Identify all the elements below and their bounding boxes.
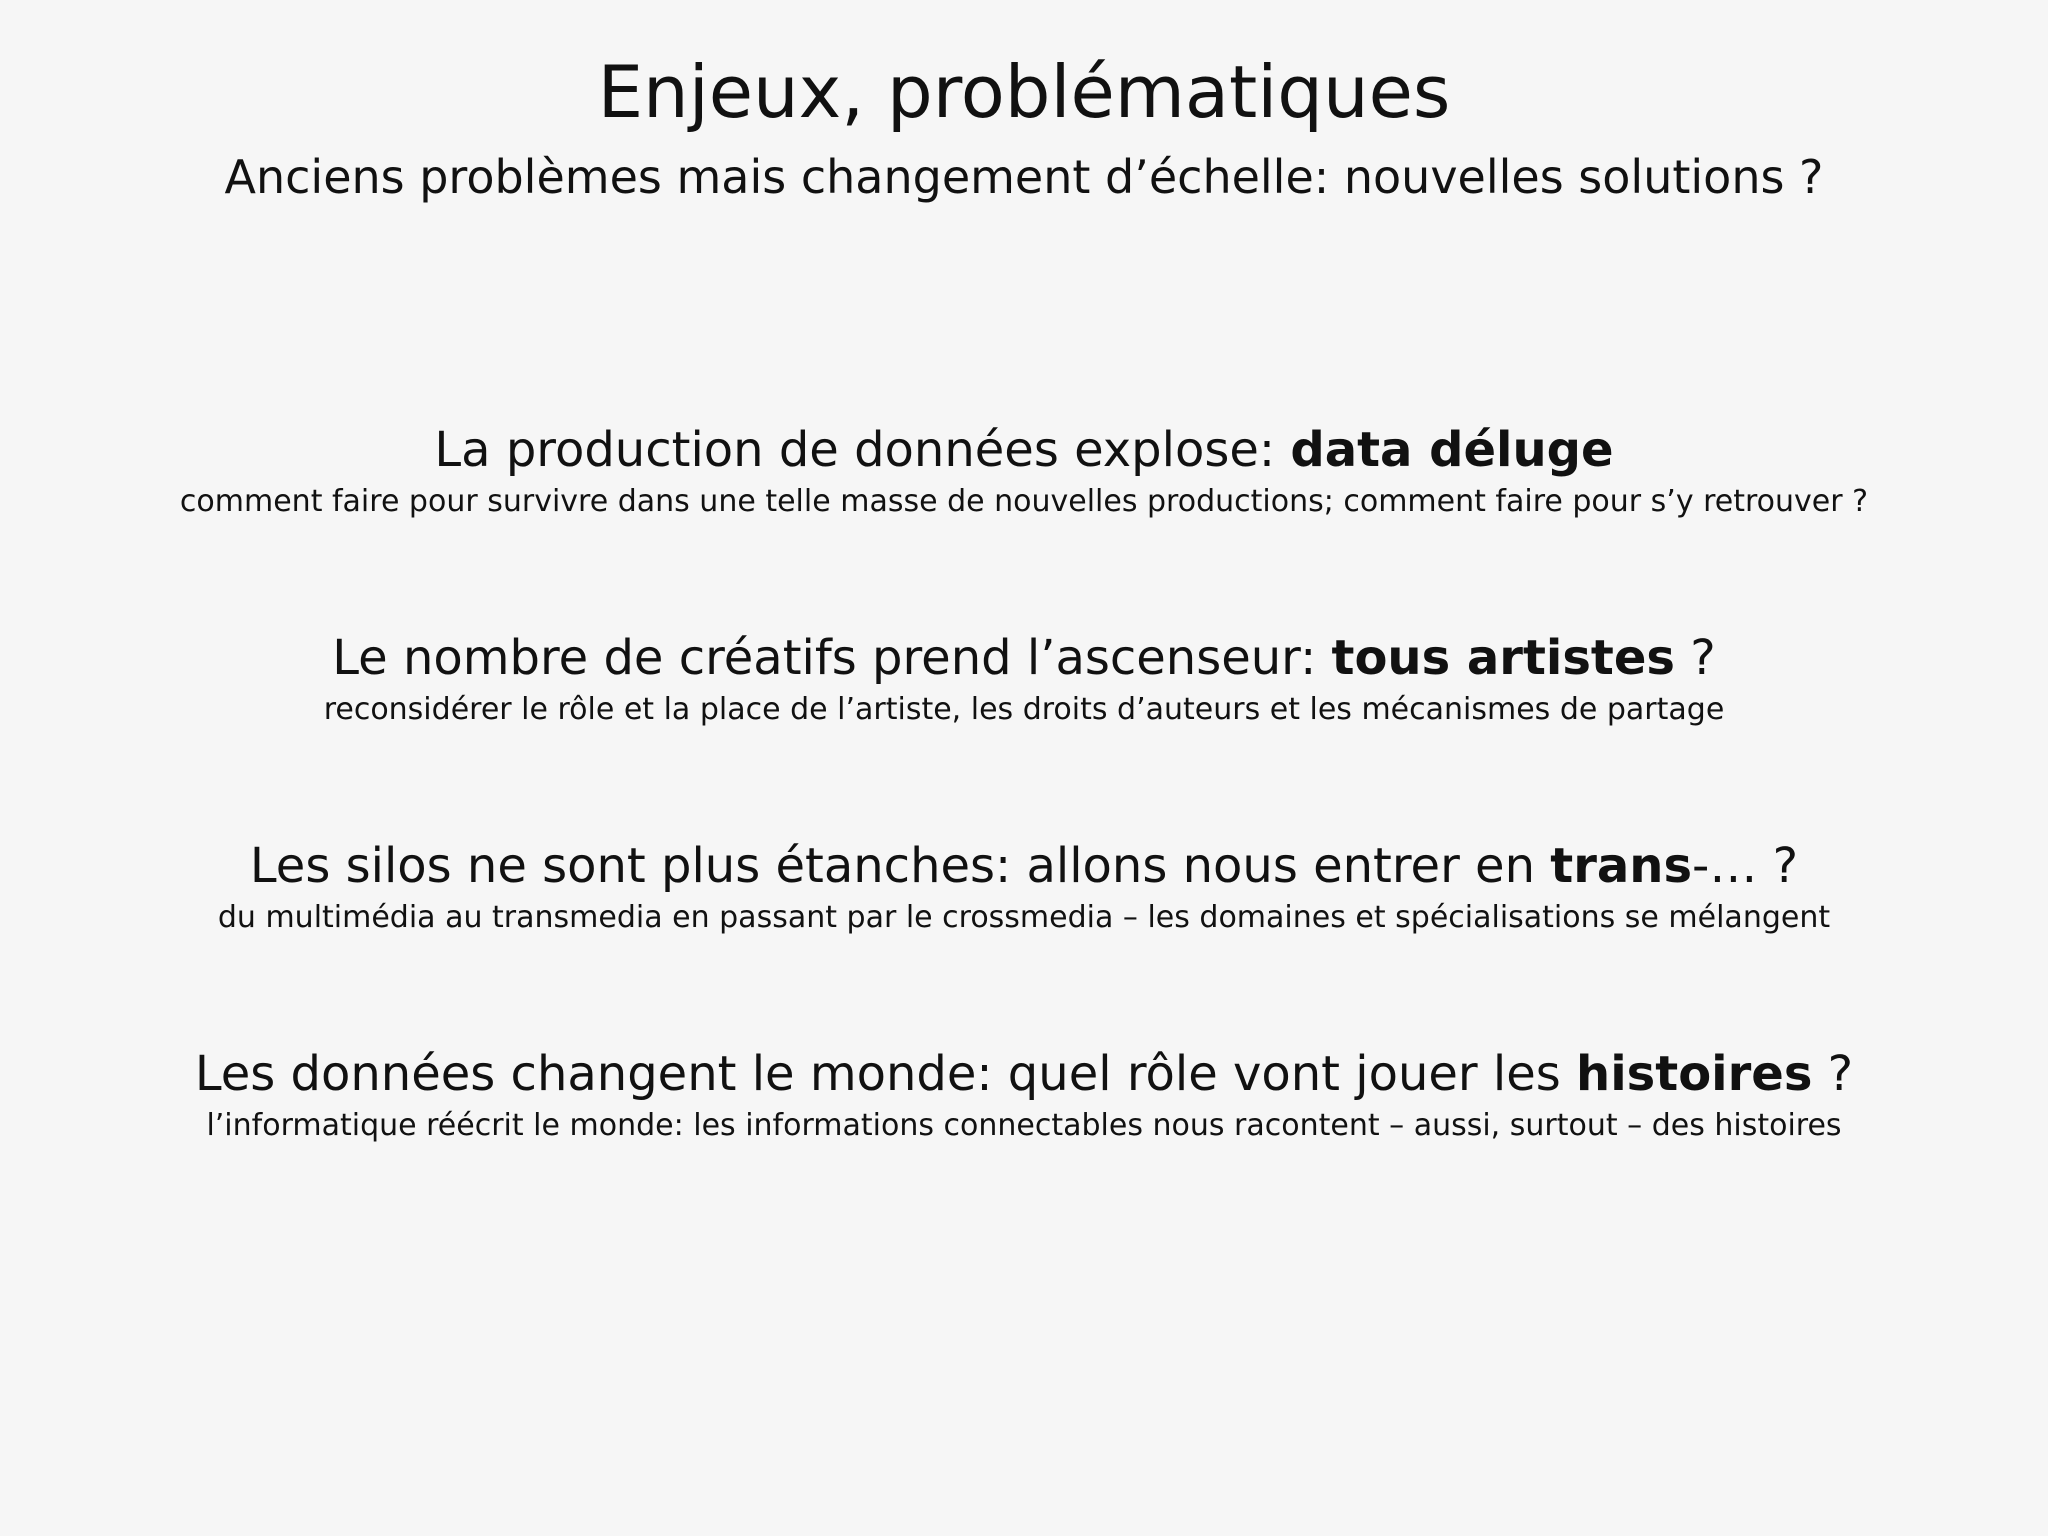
headline-suffix: -… ? [1692, 838, 1799, 894]
point-detail: du multimédia au transmedia en passant par le crossmedia – les domaines et spécialisations se mélangent [217, 900, 1831, 935]
slide-subtitle: Anciens problèmes mais changement d’échelle: nouvelles solutions ? [224, 150, 1824, 204]
point-detail: l’informatique réécrit le monde: les informations connectables nous racontent – aussi, surtout – des histoires [206, 1108, 1842, 1143]
point-headline [0, 1044, 2048, 1104]
point-tous-artistes [0, 628, 2048, 730]
point-detail: reconsidérer le rôle et la place de l’artiste, les droits d’auteurs et les mécanismes de partage [323, 692, 1725, 727]
headline-emphasis: tous artistes [1331, 630, 1675, 686]
point-detail: comment faire pour survivre dans une telle masse de nouvelles productions; comment faire pour s’y retrouver ? [179, 484, 1869, 519]
point-headline [0, 836, 2048, 896]
slide-title: Enjeux, problématiques [597, 50, 1451, 134]
point-trans [0, 836, 2048, 938]
headline-suffix: ? [1674, 630, 1716, 686]
headline-emphasis: trans [1550, 838, 1693, 894]
point-histoires [0, 1044, 2048, 1146]
point-headline [0, 628, 2048, 688]
point-data-deluge [0, 420, 2048, 522]
headline-text: Le nombre de créatifs prend l’ascenseur: [332, 630, 1332, 686]
headline-text: Les données changent le monde: quel rôle vont jouer les [194, 1046, 1577, 1102]
headline-text: Les silos ne sont plus étanches: allons nous entrer en [249, 838, 1551, 894]
point-headline [0, 420, 2048, 480]
headline-suffix: ? [1812, 1046, 1854, 1102]
headline-text: La production de données explose: [434, 422, 1291, 478]
headline-emphasis: histoires [1576, 1046, 1813, 1102]
headline-emphasis: data déluge [1290, 422, 1614, 478]
